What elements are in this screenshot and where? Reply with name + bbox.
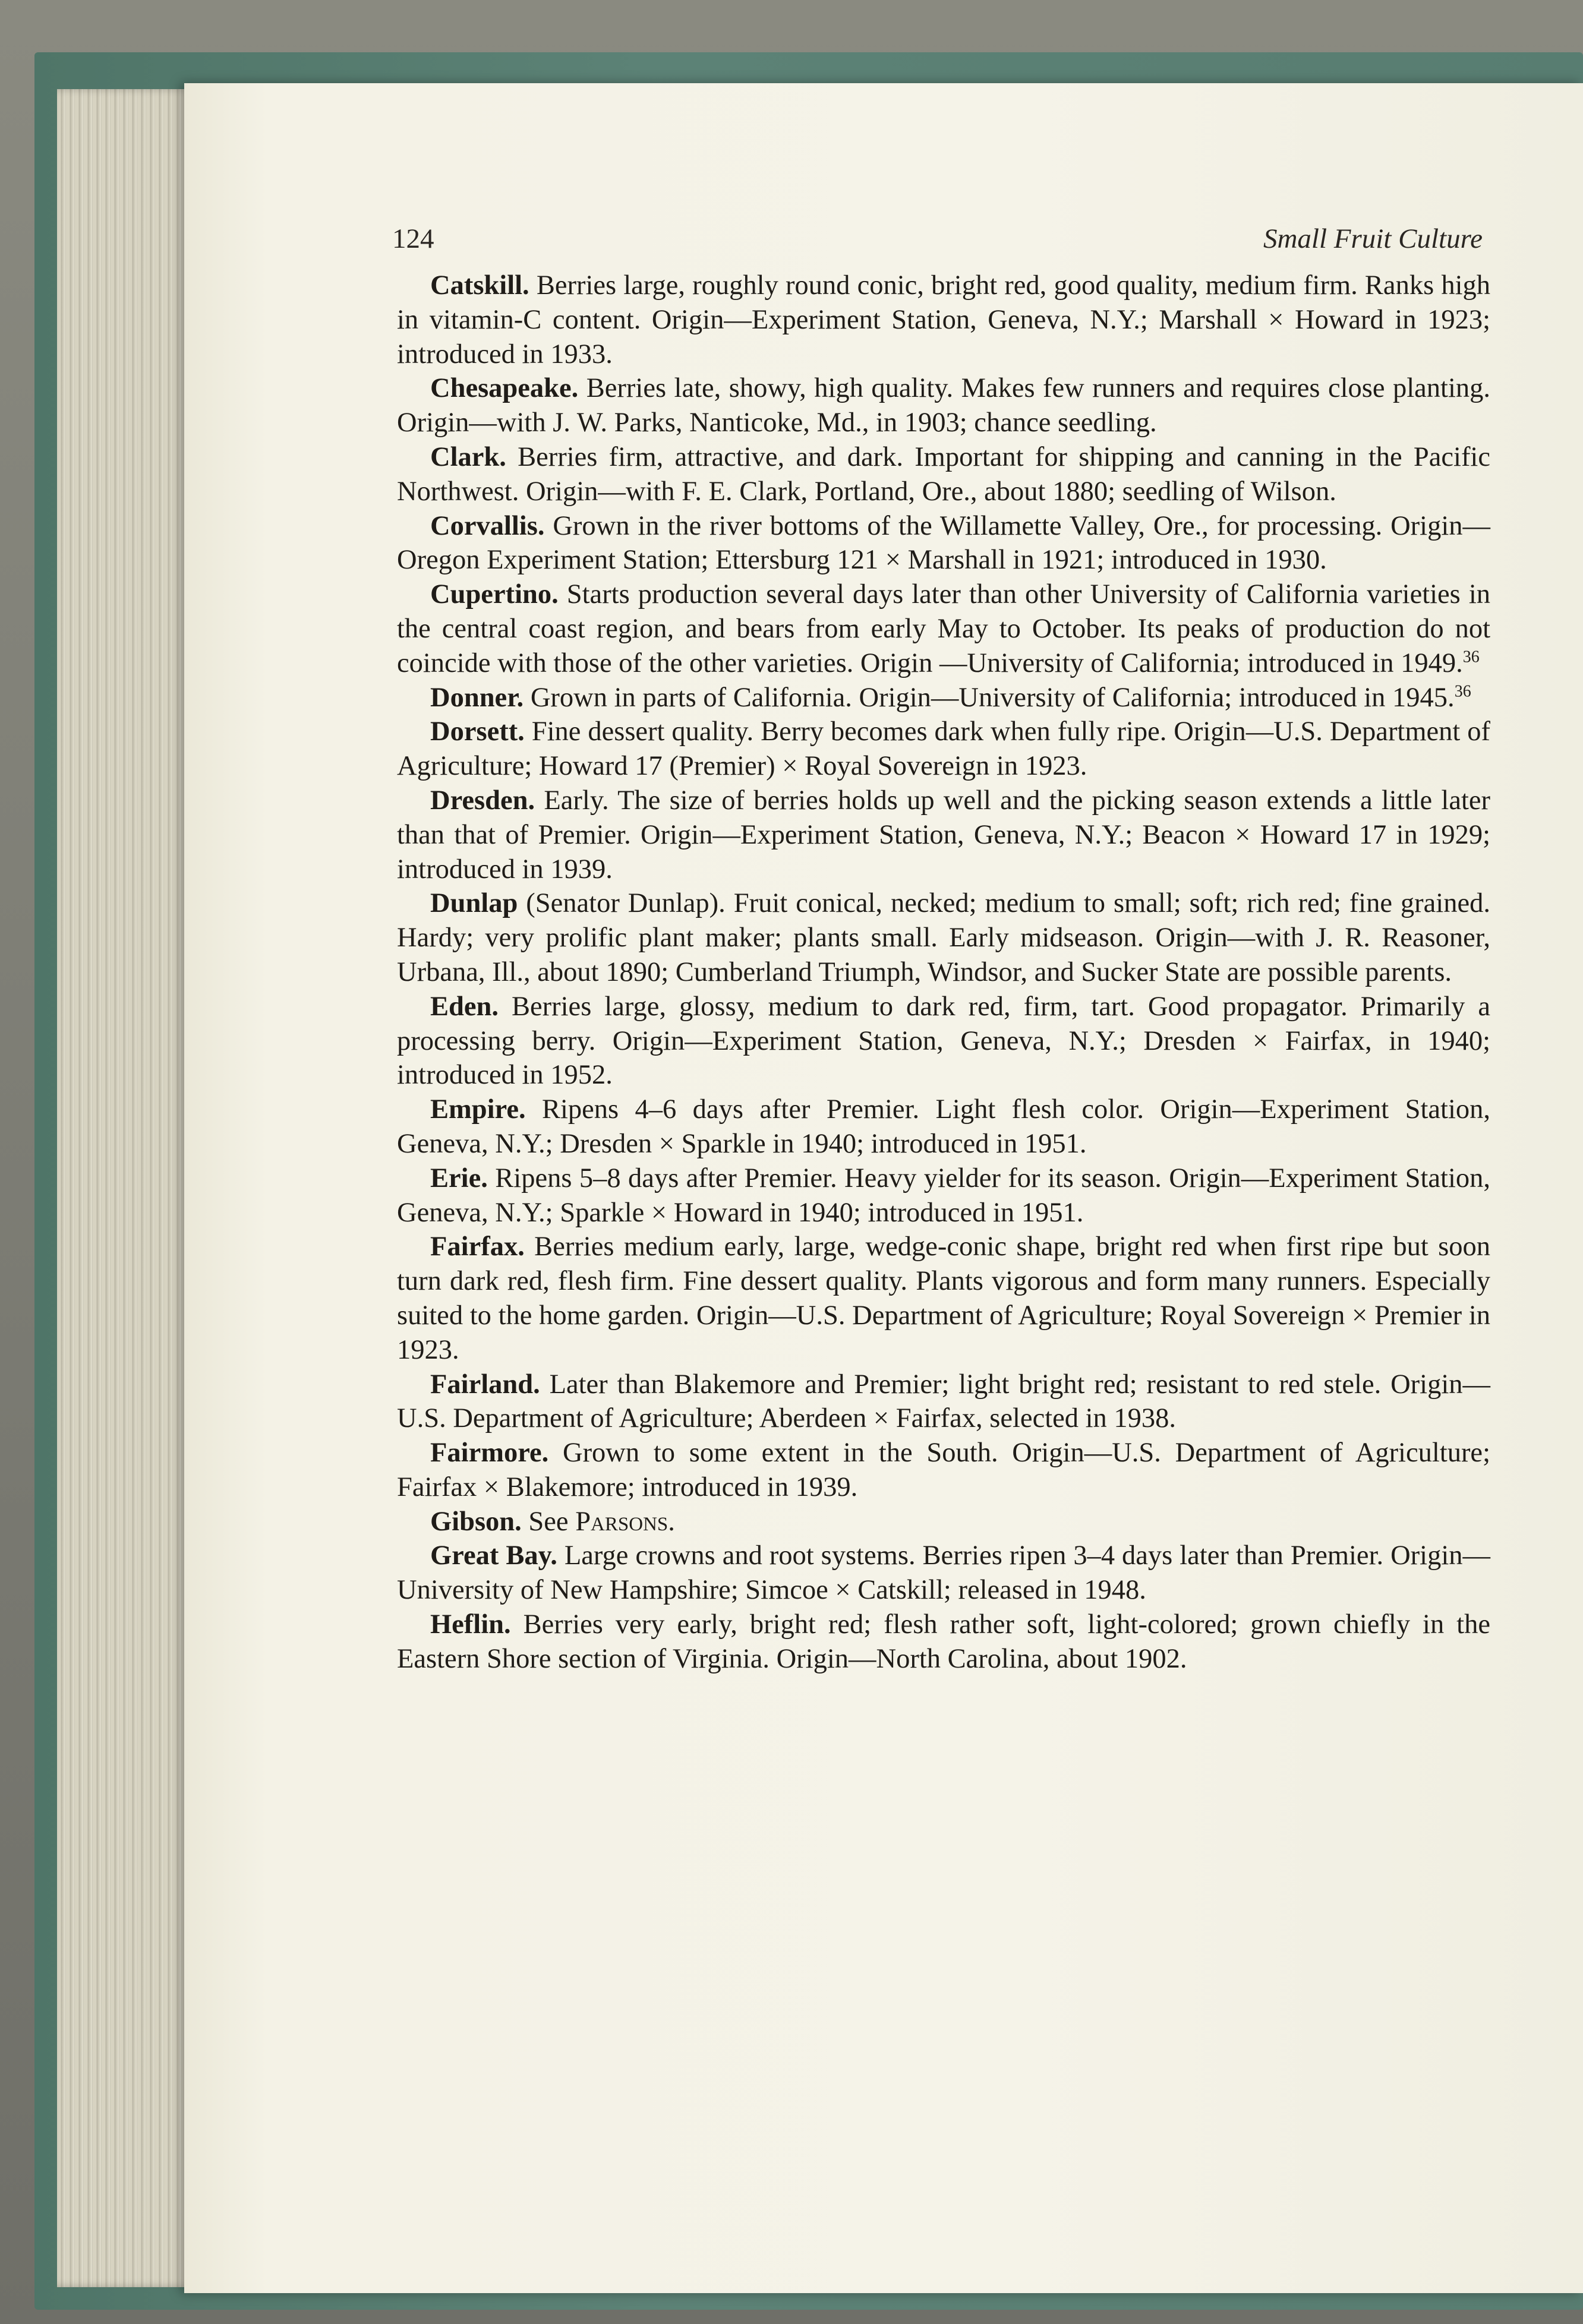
entry-name: Catskill. (430, 270, 529, 301)
entry-name: Corvallis. (430, 510, 545, 541)
entry-chesapeake (397, 371, 1490, 440)
footnote-ref: 36 (1462, 648, 1480, 667)
entry-name: Clark. (430, 441, 506, 472)
entry-text: Berries large, glossy, medium to dark red, firm, tart. Good propagator. Primarily a processing berry. Origin—Experiment Station, Geneva, N.Y.; Dresden × Fairfax, in 1940; introduced in 1952. (397, 991, 1490, 1091)
entry-erie (397, 1161, 1490, 1230)
entry-text: Starts production several days later than other University of California varieties in the central coast region, and bears from early May to October. Its peaks of production do not coincide with those of the other varieties. Origin —University of California; introduced in 1949. (397, 579, 1490, 678)
entry-text: Berries very early, bright red; flesh rather soft, light-colored; grown chiefly in the Eastern Shore section of Virginia. Origin—North Carolina, about 1902. (397, 1609, 1490, 1674)
entry-text: Early. The size of berries holds up well and the picking season extends a little later than that of Premier. Origin—Experiment Station, Geneva, N.Y.; Beacon × Howard 17 in 1929; introduced in 1939. (397, 785, 1490, 885)
entry-text: Grown in the river bottoms of the Willamette Valley, Ore., for processing. Origin—Oregon Experiment Station; Ettersburg 121 × Marshall in 1921; introduced in 1930. (397, 510, 1490, 576)
entry-cupertino (397, 577, 1490, 680)
entry-text: Berries firm, attractive, and dark. Important for shipping and canning in the Pacific Northwest. Origin—with F. E. Clark, Portland, Ore., about 1880; seedling of Wilson. (397, 441, 1490, 507)
entry-text: Berries medium early, large, wedge-conic shape, bright red when first ripe but soon turn dark red, flesh firm. Fine dessert quality. Plants vigorous and form many runners. Especially suited to the home garden. Origin—U.S. Department of Agriculture; Royal Sovereign × Premier in 1923. (397, 1232, 1490, 1365)
entry-corvallis (397, 509, 1490, 578)
page-edges (57, 89, 200, 2287)
entry-fairmore (397, 1436, 1490, 1505)
entry-text: Large crowns and root systems. Berries ripen 3–4 days later than Premier. Origin—University of New Hampshire; Simcoe × Catskill; released in 1948. (397, 1540, 1490, 1606)
entry-catskill (397, 269, 1490, 371)
entry-text: Grown to some extent in the South. Origin—U.S. Department of Agriculture; Fairfax × Blakemore; introduced in 1939. (397, 1438, 1490, 1502)
running-title: Small Fruit Culture (1263, 223, 1483, 254)
entry-name: Eden. (430, 991, 499, 1022)
entry-text: Grown in parts of California. Origin—University of California; introduced in 1945. (524, 682, 1455, 713)
entry-name: Dorsett. (430, 716, 525, 747)
entry-text: Fine dessert quality. Berry becomes dark when fully ripe. Origin—U.S. Department of Agriculture; Howard 17 (Premier) × Royal Sovereign in 1923. (397, 716, 1490, 782)
footnote-ref: 36 (1454, 682, 1471, 701)
entry-text: See (521, 1506, 576, 1537)
entry-name: Erie. (430, 1163, 488, 1193)
entry-donner (397, 681, 1490, 715)
entry-text: (Senator Dunlap). Fruit conical, necked; medium to small; soft; rich red; fine grained. Hardy; very prolific plant maker; plants small. Early midseason. Origin—with J. R. Reasoner, Urbana, Ill., about 1890; Cumberland Triumph, Windsor, and Sucker State are possible parents. (397, 888, 1490, 987)
entry-fairland (397, 1368, 1490, 1436)
entry-heflin (397, 1608, 1490, 1676)
entry-name: Gibson. (430, 1506, 522, 1537)
entry-eden (397, 990, 1490, 1092)
entry-text: Ripens 4–6 days after Premier. Light flesh color. Origin—Experiment Station, Geneva, N.Y.; Dresden × Sparkle in 1940; introduced in 1951. (397, 1094, 1490, 1159)
entry-great-bay (397, 1539, 1490, 1608)
entry-name: Cupertino. (430, 579, 559, 610)
entry-dresden (397, 784, 1490, 886)
entry-name: Empire. (430, 1094, 526, 1125)
entry-empire (397, 1092, 1490, 1161)
entry-name: Fairfax. (430, 1232, 525, 1262)
entry-gibson (397, 1505, 1490, 1539)
entry-name: Fairland. (430, 1369, 540, 1400)
entry-name: Great Bay. (430, 1540, 557, 1571)
entry-name: Donner. (430, 682, 524, 713)
entry-name: Chesapeake. (430, 373, 579, 404)
entry-text: Ripens 5–8 days after Premier. Heavy yielder for its season. Origin—Experiment Station, Geneva, N.Y.; Sparkle × Howard in 1940; introduced in 1951. (397, 1163, 1490, 1228)
entry-dorsett (397, 715, 1490, 784)
entry-text: Later than Blakemore and Premier; light bright red; resistant to red stele. Origin—U.S. Department of Agriculture; Aberdeen × Fairfax, selected in 1938. (397, 1369, 1490, 1434)
page-body (397, 269, 1490, 1676)
entry-clark (397, 440, 1490, 509)
entry-fairfax (397, 1230, 1490, 1367)
page-header (392, 223, 1483, 255)
entry-name: Heflin. (430, 1609, 511, 1640)
entry-name: Dunlap (430, 888, 518, 919)
entry-text: Berries large, roughly round conic, bright red, good quality, medium firm. Ranks high in vitamin-C content. Origin—Experiment Station, Geneva, N.Y.; Marshall × Howard in 1923; introduced in 1933. (397, 270, 1490, 370)
page-number: 124 (392, 223, 434, 254)
cross-reference: Parsons. (575, 1506, 675, 1537)
entry-dunlap (397, 886, 1490, 989)
entry-name: Fairmore. (430, 1438, 549, 1469)
entry-text: Berries late, showy, high quality. Makes few runners and requires close planting. Origin—with J. W. Parks, Nanticoke, Md., in 1903; chance seedling. (397, 373, 1490, 438)
entry-name: Dresden. (430, 785, 535, 816)
